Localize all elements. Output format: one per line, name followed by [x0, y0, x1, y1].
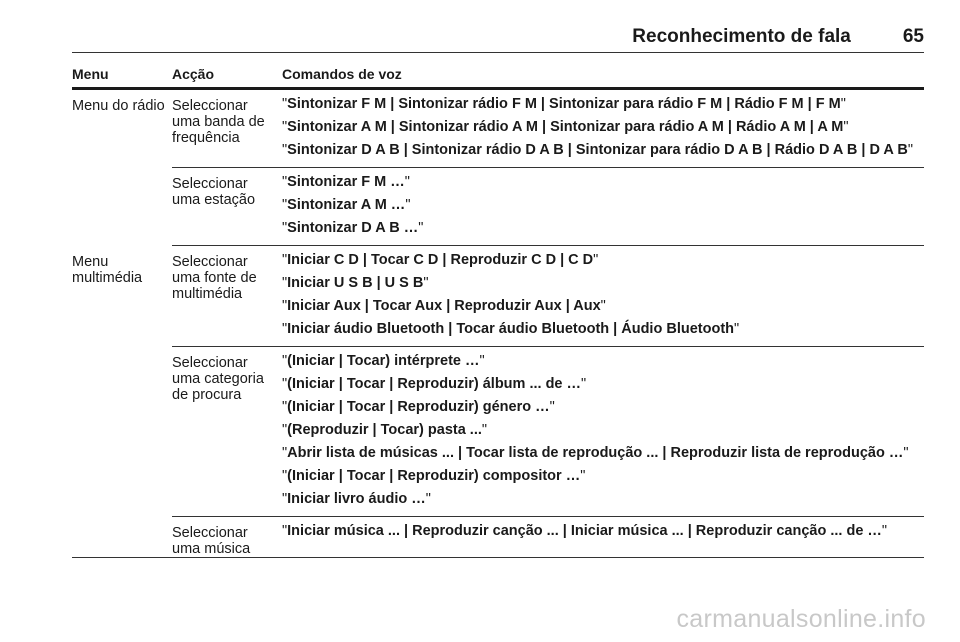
voice-command — [282, 96, 924, 113]
close-quote: " — [734, 321, 740, 337]
voice-command-text: Iniciar C D | Tocar C D | Reproduzir C D | C D — [287, 252, 594, 268]
close-quote: " — [404, 174, 410, 190]
commands-cell — [282, 168, 924, 246]
action-cell: Seleccionar uma música — [172, 517, 282, 558]
open-quote: " — [282, 353, 288, 369]
open-quote: " — [282, 96, 288, 112]
close-quote: " — [549, 399, 555, 415]
commands-cell — [282, 347, 924, 517]
close-quote: " — [423, 275, 429, 291]
voice-command-text: Iniciar livro áudio … — [287, 491, 426, 507]
table-row — [72, 517, 924, 558]
table-body — [72, 89, 924, 558]
close-quote: " — [581, 376, 587, 392]
voice-command-text: Sintonizar D A B … — [287, 220, 419, 236]
open-quote: " — [282, 523, 288, 539]
voice-command — [282, 399, 924, 416]
column-header-action: Acção — [172, 66, 282, 89]
open-quote: " — [282, 119, 288, 135]
voice-command — [282, 376, 924, 393]
open-quote: " — [282, 142, 288, 158]
voice-command-text: Sintonizar A M | Sintonizar rádio A M | Sintonizar para rádio A M | Rádio A M | A M — [287, 119, 844, 135]
page-number: 65 — [902, 26, 924, 47]
close-quote: " — [479, 353, 485, 369]
close-quote: " — [405, 197, 411, 213]
close-quote: " — [593, 252, 599, 268]
page-title: Reconhecimento de fala — [632, 26, 851, 47]
table-row — [72, 246, 924, 347]
voice-command-text: Iniciar áudio Bluetooth | Tocar áudio Bluetooth | Áudio Bluetooth — [287, 321, 735, 337]
open-quote: " — [282, 491, 288, 507]
action-cell: Seleccionar uma estação — [172, 168, 282, 246]
close-quote: " — [481, 422, 488, 438]
close-quote: " — [580, 468, 586, 484]
open-quote: " — [282, 399, 288, 415]
open-quote: " — [282, 422, 288, 438]
voice-command-text: (Iniciar | Tocar | Reproduzir) álbum ... de … — [287, 376, 582, 392]
voice-command — [282, 491, 924, 508]
open-quote: " — [282, 298, 288, 314]
table-header-row — [72, 66, 924, 89]
close-quote: " — [903, 445, 909, 461]
action-cell: Seleccionar uma banda de frequência — [172, 89, 282, 168]
voice-command-text: (Reproduzir | Tocar) pasta ... — [287, 422, 482, 438]
voice-command — [282, 523, 924, 540]
table-row — [72, 347, 924, 517]
open-quote: " — [282, 197, 288, 213]
open-quote: " — [282, 468, 288, 484]
close-quote: " — [425, 491, 431, 507]
action-cell: Seleccionar uma categoria de procura — [172, 347, 282, 517]
voice-command — [282, 142, 924, 159]
close-quote: " — [907, 142, 914, 158]
commands-cell — [282, 89, 924, 168]
open-quote: " — [282, 174, 288, 190]
voice-command — [282, 298, 924, 315]
action-cell: Seleccionar uma fonte de multimédia — [172, 246, 282, 347]
commands-cell — [282, 517, 924, 558]
voice-command-text: (Iniciar | Tocar) intérprete … — [287, 353, 480, 369]
voice-command-text: Sintonizar F M | Sintonizar rádio F M | Sintonizar para rádio F M | Rádio F M | F M — [287, 96, 841, 112]
close-quote: " — [840, 96, 846, 112]
close-quote: " — [843, 119, 849, 135]
table-row — [72, 89, 924, 168]
column-header-menu: Menu — [72, 66, 172, 89]
open-quote: " — [282, 220, 288, 236]
open-quote: " — [282, 275, 288, 291]
voice-command — [282, 321, 924, 338]
voice-command — [282, 174, 924, 191]
voice-command-text: (Iniciar | Tocar | Reproduzir) compositor … — [287, 468, 581, 484]
voice-command — [282, 119, 924, 136]
voice-command-text: Sintonizar F M … — [287, 174, 405, 190]
open-quote: " — [282, 445, 288, 461]
voice-command — [282, 197, 924, 214]
close-quote: " — [600, 298, 606, 314]
menu-cell: Menu do rádio — [72, 98, 165, 114]
menu-cell: Menu multimédia — [72, 246, 172, 558]
voice-command — [282, 422, 924, 439]
voice-command-text: Sintonizar D A B | Sintonizar rádio D A B | Sintonizar para rádio D A B | Rádio D A B | D A B — [287, 142, 908, 158]
watermark-text: carmanualsonline.info — [676, 605, 926, 633]
column-header-commands: Comandos de voz — [282, 66, 924, 89]
voice-command — [282, 275, 924, 292]
voice-command — [282, 445, 924, 462]
voice-commands-table — [72, 66, 924, 558]
voice-command — [282, 220, 924, 237]
page-header — [72, 26, 924, 53]
voice-command-text: Iniciar música ... | Reproduzir canção ... | Iniciar música ... | Reproduzir canção ... de … — [287, 523, 882, 539]
voice-command — [282, 252, 924, 269]
open-quote: " — [282, 321, 288, 337]
commands-cell — [282, 246, 924, 347]
voice-command-text: (Iniciar | Tocar | Reproduzir) género … — [287, 399, 550, 415]
voice-command — [282, 353, 924, 370]
voice-command-text: Iniciar Aux | Tocar Aux | Reproduzir Aux | Aux — [287, 298, 601, 314]
open-quote: " — [282, 376, 288, 392]
voice-command-text: Sintonizar A M … — [287, 197, 406, 213]
open-quote: " — [282, 252, 288, 268]
close-quote: " — [418, 220, 424, 236]
voice-command-text: Abrir lista de músicas ... | Tocar lista de reprodução ... | Reproduzir lista de reprodução … — [287, 445, 904, 461]
table-row — [72, 168, 924, 246]
voice-command-text: Iniciar U S B | U S B — [287, 275, 424, 291]
close-quote: " — [881, 523, 888, 539]
voice-command — [282, 468, 924, 485]
